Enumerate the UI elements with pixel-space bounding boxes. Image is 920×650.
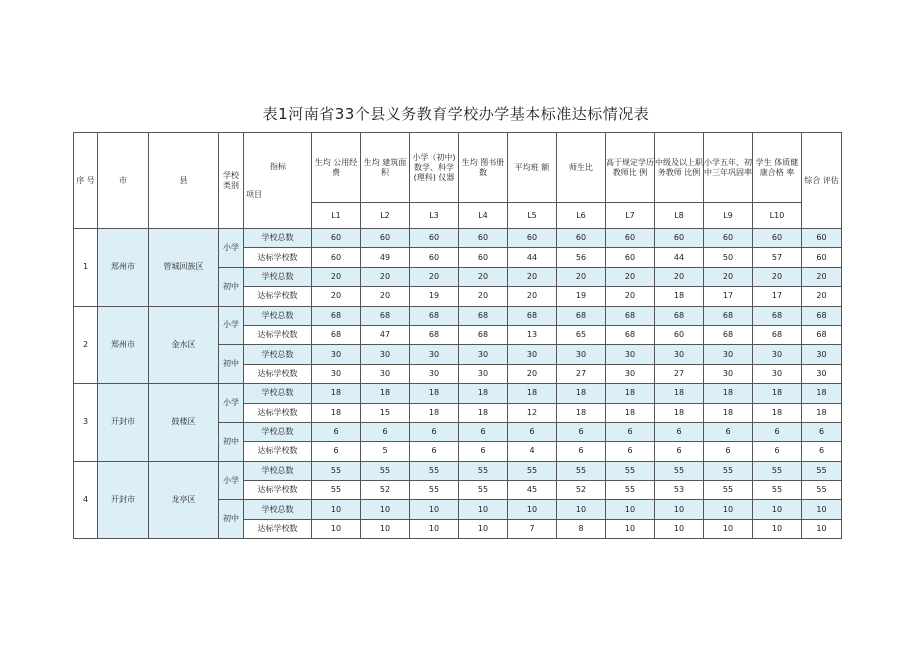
- school-type-cell: 初中: [219, 267, 244, 306]
- value-cell-l1: 60: [312, 229, 361, 248]
- code-l6: L6: [557, 203, 606, 229]
- item-cell: 达标学校数: [244, 248, 312, 267]
- school-type-cell: 小学: [219, 461, 244, 500]
- value-cell-l5: 12: [508, 403, 557, 422]
- value-cell-l9: 17: [704, 287, 753, 306]
- value-cell-l1: 10: [312, 519, 361, 538]
- county-cell: 金水区: [149, 306, 219, 384]
- value-cell-l10: 18: [753, 384, 802, 403]
- value-cell-l3: 10: [410, 500, 459, 519]
- value-cell-l10: 55: [753, 481, 802, 500]
- value-cell-l6: 18: [557, 384, 606, 403]
- value-cell-l5: 13: [508, 325, 557, 344]
- value-cell-l5: 45: [508, 481, 557, 500]
- county-cell: 鼓楼区: [149, 384, 219, 462]
- value-cell-l1: 30: [312, 364, 361, 383]
- value-cell-l10: 10: [753, 519, 802, 538]
- value-cell-l7: 20: [606, 267, 655, 286]
- value-cell-l1: 6: [312, 422, 361, 441]
- value-cell-l2: 30: [361, 364, 410, 383]
- value-cell-l7: 30: [606, 345, 655, 364]
- table-body: [74, 229, 842, 539]
- value-cell-l4: 30: [459, 364, 508, 383]
- value-cell-l7: 10: [606, 519, 655, 538]
- value-cell-l6: 52: [557, 481, 606, 500]
- value-cell-l2: 60: [361, 229, 410, 248]
- value-cell-l9: 50: [704, 248, 753, 267]
- value-cell-l5: 4: [508, 442, 557, 461]
- value-cell-l3: 68: [410, 306, 459, 325]
- eval-value-cell: 60: [802, 248, 842, 267]
- school-type-cell: 初中: [219, 345, 244, 384]
- value-cell-l9: 55: [704, 461, 753, 480]
- value-cell-l6: 20: [557, 267, 606, 286]
- value-cell-l6: 8: [557, 519, 606, 538]
- value-cell-l3: 68: [410, 325, 459, 344]
- value-cell-l5: 20: [508, 287, 557, 306]
- county-cell: 管城回族区: [149, 229, 219, 307]
- value-cell-l5: 7: [508, 519, 557, 538]
- eval-value-cell: 30: [802, 364, 842, 383]
- value-cell-l9: 30: [704, 345, 753, 364]
- value-cell-l4: 55: [459, 461, 508, 480]
- value-cell-l6: 65: [557, 325, 606, 344]
- value-cell-l3: 55: [410, 481, 459, 500]
- value-cell-l8: 60: [655, 325, 704, 344]
- header-col-l1: 生均 公用经费: [312, 133, 361, 203]
- value-cell-l4: 6: [459, 442, 508, 461]
- eval-value-cell: 55: [802, 461, 842, 480]
- value-cell-l1: 20: [312, 267, 361, 286]
- seq-cell: 4: [74, 461, 98, 539]
- value-cell-l8: 6: [655, 422, 704, 441]
- city-cell: 开封市: [98, 461, 149, 539]
- value-cell-l7: 6: [606, 422, 655, 441]
- code-l2: L2: [361, 203, 410, 229]
- header-col-l10: 学生 体质健康合格 率: [753, 133, 802, 203]
- value-cell-l8: 27: [655, 364, 704, 383]
- school-type-cell: 初中: [219, 500, 244, 539]
- value-cell-l3: 30: [410, 345, 459, 364]
- table-row: [74, 384, 842, 403]
- code-l3: L3: [410, 203, 459, 229]
- eval-value-cell: 18: [802, 384, 842, 403]
- eval-value-cell: 6: [802, 422, 842, 441]
- value-cell-l6: 6: [557, 442, 606, 461]
- value-cell-l1: 55: [312, 481, 361, 500]
- value-cell-l2: 49: [361, 248, 410, 267]
- value-cell-l1: 68: [312, 306, 361, 325]
- value-cell-l5: 30: [508, 345, 557, 364]
- value-cell-l1: 10: [312, 500, 361, 519]
- standards-table: [73, 132, 842, 539]
- value-cell-l4: 18: [459, 403, 508, 422]
- item-cell: 学校总数: [244, 500, 312, 519]
- value-cell-l7: 68: [606, 306, 655, 325]
- value-cell-l2: 47: [361, 325, 410, 344]
- value-cell-l7: 60: [606, 248, 655, 267]
- value-cell-l10: 68: [753, 325, 802, 344]
- value-cell-l9: 20: [704, 267, 753, 286]
- value-cell-l3: 19: [410, 287, 459, 306]
- value-cell-l5: 10: [508, 500, 557, 519]
- value-cell-l3: 30: [410, 364, 459, 383]
- table-row: [74, 306, 842, 325]
- header-seq: 序 号: [74, 133, 98, 229]
- value-cell-l8: 44: [655, 248, 704, 267]
- code-l1: L1: [312, 203, 361, 229]
- county-cell: 龙亭区: [149, 461, 219, 539]
- value-cell-l5: 55: [508, 461, 557, 480]
- value-cell-l8: 18: [655, 403, 704, 422]
- city-cell: 开封市: [98, 384, 149, 462]
- value-cell-l2: 55: [361, 461, 410, 480]
- value-cell-l2: 20: [361, 287, 410, 306]
- value-cell-l7: 55: [606, 481, 655, 500]
- item-cell: 达标学校数: [244, 325, 312, 344]
- value-cell-l4: 30: [459, 345, 508, 364]
- value-cell-l7: 55: [606, 461, 655, 480]
- item-cell: 达标学校数: [244, 287, 312, 306]
- value-cell-l2: 10: [361, 500, 410, 519]
- value-cell-l8: 6: [655, 442, 704, 461]
- item-cell: 学校总数: [244, 229, 312, 248]
- value-cell-l2: 5: [361, 442, 410, 461]
- school-type-cell: 小学: [219, 384, 244, 423]
- value-cell-l8: 55: [655, 461, 704, 480]
- value-cell-l5: 6: [508, 422, 557, 441]
- eval-value-cell: 60: [802, 229, 842, 248]
- table-title: 表1河南省33个县义务教育学校办学基本标准达标情况表: [262, 105, 650, 123]
- item-cell: 达标学校数: [244, 364, 312, 383]
- table-row: [74, 461, 842, 480]
- code-l5: L5: [508, 203, 557, 229]
- school-type-cell: 小学: [219, 229, 244, 268]
- header-col-l3: 小学（初中)数学、科学(理科) 仪器: [410, 133, 459, 203]
- value-cell-l1: 55: [312, 461, 361, 480]
- value-cell-l5: 44: [508, 248, 557, 267]
- eval-value-cell: 55: [802, 481, 842, 500]
- header-county: 县: [149, 133, 219, 229]
- value-cell-l9: 55: [704, 481, 753, 500]
- city-cell: 郑州市: [98, 306, 149, 384]
- item-cell: 达标学校数: [244, 403, 312, 422]
- header-item: 项目: [246, 190, 262, 199]
- value-cell-l2: 18: [361, 384, 410, 403]
- header-col-l9: 小学五年、初中三年巩固率: [704, 133, 753, 203]
- value-cell-l8: 53: [655, 481, 704, 500]
- value-cell-l1: 30: [312, 345, 361, 364]
- value-cell-l5: 20: [508, 364, 557, 383]
- eval-value-cell: 10: [802, 500, 842, 519]
- value-cell-l6: 18: [557, 403, 606, 422]
- header-eval: 综合 评估: [802, 133, 842, 229]
- value-cell-l2: 15: [361, 403, 410, 422]
- value-cell-l7: 30: [606, 364, 655, 383]
- header-col-l8: 中级及以上职务教师 比例: [655, 133, 704, 203]
- value-cell-l10: 60: [753, 229, 802, 248]
- school-type-cell: 初中: [219, 422, 244, 461]
- value-cell-l3: 18: [410, 403, 459, 422]
- header-indicator-item: [244, 133, 312, 229]
- eval-value-cell: 30: [802, 345, 842, 364]
- eval-value-cell: 20: [802, 287, 842, 306]
- value-cell-l3: 10: [410, 519, 459, 538]
- value-cell-l1: 68: [312, 325, 361, 344]
- value-cell-l4: 10: [459, 519, 508, 538]
- value-cell-l10: 57: [753, 248, 802, 267]
- value-cell-l10: 6: [753, 422, 802, 441]
- value-cell-l7: 18: [606, 403, 655, 422]
- value-cell-l3: 60: [410, 248, 459, 267]
- value-cell-l8: 10: [655, 519, 704, 538]
- item-cell: 达标学校数: [244, 442, 312, 461]
- item-cell: 学校总数: [244, 345, 312, 364]
- item-cell: 学校总数: [244, 461, 312, 480]
- code-l10: L10: [753, 203, 802, 229]
- value-cell-l2: 6: [361, 422, 410, 441]
- value-cell-l10: 18: [753, 403, 802, 422]
- value-cell-l8: 10: [655, 500, 704, 519]
- value-cell-l4: 68: [459, 306, 508, 325]
- seq-cell: 3: [74, 384, 98, 462]
- value-cell-l5: 68: [508, 306, 557, 325]
- header-col-l7: 高于规定学历教师比 例: [606, 133, 655, 203]
- eval-value-cell: 10: [802, 519, 842, 538]
- value-cell-l9: 60: [704, 229, 753, 248]
- value-cell-l1: 60: [312, 248, 361, 267]
- value-cell-l9: 6: [704, 422, 753, 441]
- item-cell: 学校总数: [244, 306, 312, 325]
- table-row: [74, 229, 842, 248]
- item-cell: 达标学校数: [244, 481, 312, 500]
- value-cell-l10: 17: [753, 287, 802, 306]
- value-cell-l9: 30: [704, 364, 753, 383]
- value-cell-l4: 60: [459, 248, 508, 267]
- value-cell-l3: 60: [410, 229, 459, 248]
- header-city: 市: [98, 133, 149, 229]
- header-col-l5: 平均班 额: [508, 133, 557, 203]
- header-col-l4: 生均 图书册数: [459, 133, 508, 203]
- value-cell-l8: 18: [655, 384, 704, 403]
- value-cell-l2: 68: [361, 306, 410, 325]
- value-cell-l1: 18: [312, 403, 361, 422]
- value-cell-l6: 19: [557, 287, 606, 306]
- header-indicator: 指标: [270, 162, 286, 171]
- item-cell: 学校总数: [244, 384, 312, 403]
- seq-cell: 2: [74, 306, 98, 384]
- value-cell-l4: 20: [459, 267, 508, 286]
- eval-value-cell: 68: [802, 325, 842, 344]
- header-school-type: 学校 类别: [219, 133, 244, 229]
- value-cell-l1: 18: [312, 384, 361, 403]
- value-cell-l4: 55: [459, 481, 508, 500]
- value-cell-l2: 10: [361, 519, 410, 538]
- value-cell-l7: 20: [606, 287, 655, 306]
- value-cell-l1: 6: [312, 442, 361, 461]
- code-l9: L9: [704, 203, 753, 229]
- value-cell-l8: 60: [655, 229, 704, 248]
- eval-value-cell: 18: [802, 403, 842, 422]
- value-cell-l4: 18: [459, 384, 508, 403]
- eval-value-cell: 6: [802, 442, 842, 461]
- value-cell-l7: 60: [606, 229, 655, 248]
- value-cell-l3: 20: [410, 267, 459, 286]
- value-cell-l3: 55: [410, 461, 459, 480]
- value-cell-l9: 68: [704, 325, 753, 344]
- header-col-l6: 师生比: [557, 133, 606, 203]
- item-cell: 学校总数: [244, 422, 312, 441]
- value-cell-l8: 18: [655, 287, 704, 306]
- value-cell-l7: 6: [606, 442, 655, 461]
- value-cell-l3: 18: [410, 384, 459, 403]
- value-cell-l6: 27: [557, 364, 606, 383]
- value-cell-l4: 20: [459, 287, 508, 306]
- value-cell-l7: 68: [606, 325, 655, 344]
- value-cell-l4: 68: [459, 325, 508, 344]
- value-cell-l4: 10: [459, 500, 508, 519]
- value-cell-l7: 18: [606, 384, 655, 403]
- value-cell-l5: 60: [508, 229, 557, 248]
- eval-value-cell: 68: [802, 306, 842, 325]
- value-cell-l10: 30: [753, 345, 802, 364]
- value-cell-l10: 6: [753, 442, 802, 461]
- value-cell-l4: 60: [459, 229, 508, 248]
- value-cell-l9: 10: [704, 500, 753, 519]
- value-cell-l4: 6: [459, 422, 508, 441]
- value-cell-l9: 6: [704, 442, 753, 461]
- code-l7: L7: [606, 203, 655, 229]
- value-cell-l8: 68: [655, 306, 704, 325]
- value-cell-l5: 20: [508, 267, 557, 286]
- value-cell-l3: 6: [410, 422, 459, 441]
- value-cell-l9: 18: [704, 384, 753, 403]
- value-cell-l8: 30: [655, 345, 704, 364]
- value-cell-l5: 18: [508, 384, 557, 403]
- value-cell-l7: 10: [606, 500, 655, 519]
- value-cell-l6: 55: [557, 461, 606, 480]
- header-col-l2: 生均 建筑面积: [361, 133, 410, 203]
- value-cell-l9: 10: [704, 519, 753, 538]
- seq-cell: 1: [74, 229, 98, 307]
- value-cell-l6: 10: [557, 500, 606, 519]
- value-cell-l10: 55: [753, 461, 802, 480]
- value-cell-l10: 68: [753, 306, 802, 325]
- eval-value-cell: 20: [802, 267, 842, 286]
- value-cell-l6: 30: [557, 345, 606, 364]
- value-cell-l3: 6: [410, 442, 459, 461]
- value-cell-l6: 60: [557, 229, 606, 248]
- city-cell: 郑州市: [98, 229, 149, 307]
- value-cell-l2: 20: [361, 267, 410, 286]
- value-cell-l2: 52: [361, 481, 410, 500]
- value-cell-l6: 68: [557, 306, 606, 325]
- item-cell: 学校总数: [244, 267, 312, 286]
- value-cell-l6: 6: [557, 422, 606, 441]
- code-l8: L8: [655, 203, 704, 229]
- value-cell-l10: 30: [753, 364, 802, 383]
- item-cell: 达标学校数: [244, 519, 312, 538]
- school-type-cell: 小学: [219, 306, 244, 345]
- code-l4: L4: [459, 203, 508, 229]
- value-cell-l9: 18: [704, 403, 753, 422]
- value-cell-l6: 56: [557, 248, 606, 267]
- value-cell-l10: 10: [753, 500, 802, 519]
- value-cell-l1: 20: [312, 287, 361, 306]
- value-cell-l10: 20: [753, 267, 802, 286]
- value-cell-l8: 20: [655, 267, 704, 286]
- value-cell-l2: 30: [361, 345, 410, 364]
- value-cell-l9: 68: [704, 306, 753, 325]
